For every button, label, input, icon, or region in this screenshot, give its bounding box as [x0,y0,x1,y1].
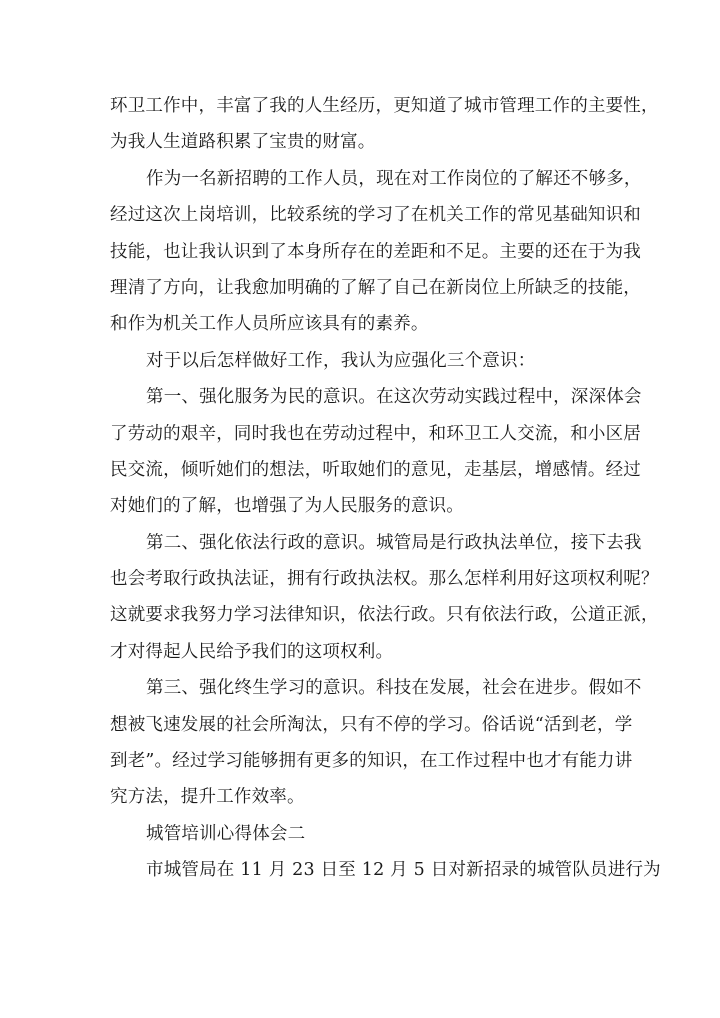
text-line: 技能，也让我认识到了本身所存在的差距和不足。主要的还在于为我 [110,241,641,262]
text-line: 经过这次上岗培训，比较系统的学习了在机关工作的常见基础知识和 [110,205,641,226]
text-line: 作为一名新招聘的工作人员，现在对工作岗位的了解还不够多， [146,168,642,189]
text-line: 究方法，提升工作效率。 [110,787,305,808]
text-line: 第三、强化终生学习的意识。科技在发展，社会在进步。假如不 [146,678,642,699]
text-line: 第二、强化依法行政的意识。城管局是行政执法单位，接下去我 [146,532,642,553]
text-line: 对她们的了解，也增强了为人民服务的意识。 [110,496,464,517]
text-line: 这就要求我努力学习法律知识，依法行政。只有依法行政，公道正派， [110,605,659,626]
text-line: 民交流，倾听她们的想法，听取她们的意见，走基层，增感情。经过 [110,459,641,480]
text-line: 环卫工作中，丰富了我的人生经历，更知道了城市管理工作的主要性， [110,96,659,116]
text-line: 城管培训心得体会二 [146,823,306,844]
text-line: 第一、强化服务为民的意识。在这次劳动实践过程中，深深体会 [146,387,642,408]
text-line: 对于以后怎样做好工作，我认为应强化三个意识： [146,350,536,371]
text-line: 市城管局在 11 月 23 日至 12 月 5 日对新招录的城管队员进行为 [146,860,661,881]
text-line: 理清了方向，让我愈加明确的了解了自己在新岗位上所缺乏的技能， [110,277,641,298]
text-line: 为我人生道路积累了宝贵的财富。 [110,132,376,153]
document-body [110,88,661,889]
text-line: 也会考取行政执法证，拥有行政执法权。那么怎样利用好这项权利呢？ [110,569,659,590]
text-line: 和作为机关工作人员所应该具有的素养。 [110,314,429,335]
text-line: 了劳动的艰辛，同时我也在劳动过程中，和环卫工人交流，和小区居 [110,423,641,444]
text-line: 才对得起人民给予我们的这项权利。 [110,641,394,662]
text-line: 想被飞速发展的社会所淘汰，只有不停的学习。俗话说“活到老，学 [110,714,633,735]
text-line: 到老”。经过学习能够拥有更多的知识，在工作过程中也才有能力讲 [110,751,633,772]
